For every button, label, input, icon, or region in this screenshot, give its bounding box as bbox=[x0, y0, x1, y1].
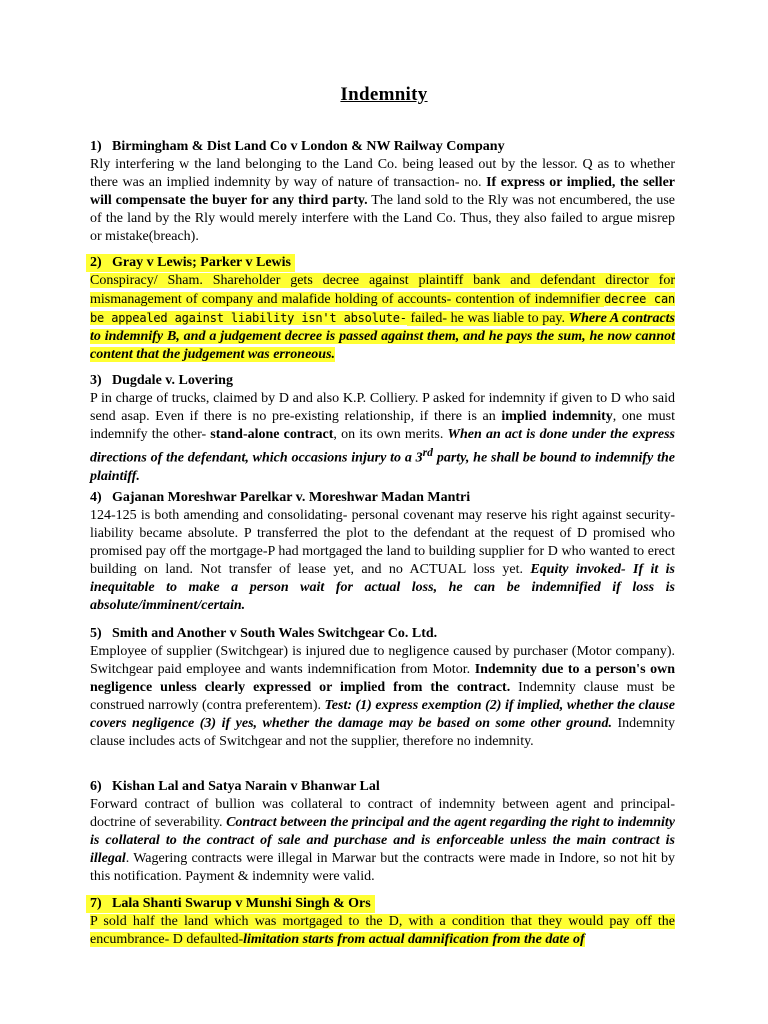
case-heading bbox=[90, 778, 675, 796]
body-text: Conspiracy/ Sham. Shareholder gets decree against plaintiff bank and defendant director for mismanagement of company and malafide holding of accounts- contention of indemnifier bbox=[90, 273, 675, 307]
case-body bbox=[90, 507, 675, 615]
body-bold: Indemnity due to a person's own negligence unless clearly expressed or implied from the contract. bbox=[90, 662, 675, 695]
body-text: P sold half the land which was mortgaged to the D, with a condition that they would pay off the encumbrance- D defaulted- bbox=[90, 914, 675, 947]
case-7 bbox=[90, 895, 675, 949]
case-body bbox=[90, 796, 675, 886]
case-body bbox=[90, 913, 675, 949]
page-title: Indemnity bbox=[340, 84, 428, 105]
body-text: Rly interfering w the land belonging to the Land Co. being leased out by the lessor. Q as to whether there was an implied indemnity by way of nature of transaction- no. bbox=[90, 157, 675, 190]
body-text: Forward contract of bullion was collateral to contract of indemnity between agent and principal- doctrine of severability. bbox=[90, 797, 675, 830]
body-bold-italic: Equity invoked- If it is inequitable to make a person wait for actual loss, he can be indemnified if loss is absolute/imminent/certain. bbox=[90, 562, 675, 613]
case-heading bbox=[90, 372, 675, 390]
case-heading bbox=[90, 895, 675, 913]
body-text: P in charge of trucks, claimed by D and also K.P. Colliery. P asked for indemnity if given to D who said send asap. Even if there is no pre-existing relationship, if there is an bbox=[90, 391, 675, 424]
body-bold: stand-alone contract bbox=[210, 427, 334, 442]
case-number: 1) bbox=[90, 139, 102, 154]
body-text: , one must indemnify the other- bbox=[90, 409, 675, 442]
case-name: Lala Shanti Swarup v Munshi Singh & Ors bbox=[112, 896, 371, 911]
case-heading bbox=[90, 489, 675, 507]
case-heading bbox=[90, 625, 675, 643]
case-body bbox=[90, 390, 675, 486]
case-1 bbox=[90, 138, 675, 246]
body-text: Employee of supplier (Switchgear) is injured due to negligence caused by purchaser (Motor company). Switchgear paid employee and wants indemnification from Motor. bbox=[90, 644, 675, 677]
body-text: Indemnity clause must be construed narrowly (contra preferentem). bbox=[90, 680, 675, 713]
case-5 bbox=[90, 625, 675, 751]
body-mono-text: decree can be appealed against liability isn't absolute- bbox=[90, 292, 675, 325]
case-body bbox=[90, 272, 675, 364]
body-text: Indemnity clause includes acts of Switchgear and not the supplier, therefore no indemnity. bbox=[90, 716, 676, 749]
body-bold: If express or implied, the seller will compensate the buyer for any third party. bbox=[90, 175, 675, 208]
case-name: Gray v Lewis; Parker v Lewis bbox=[112, 255, 291, 270]
body-bold: implied indemnity bbox=[501, 409, 613, 424]
case-3 bbox=[90, 372, 675, 486]
case-2 bbox=[90, 254, 675, 364]
body-text: failed- he was liable to pay. bbox=[406, 311, 569, 326]
case-name: Smith and Another v South Wales Switchgear Co. Ltd. bbox=[112, 626, 438, 641]
case-6 bbox=[90, 778, 675, 886]
case-number: 7) bbox=[90, 896, 102, 911]
case-body bbox=[90, 156, 675, 246]
case-number: 4) bbox=[90, 490, 102, 505]
case-heading bbox=[90, 254, 675, 272]
body-bold-italic: Test: (1) express exemption (2) if implied, whether the clause covers negligence (3) if yes, whether the damage may be based on some other ground. bbox=[90, 698, 676, 731]
case-4 bbox=[90, 489, 675, 615]
case-name: Dugdale v. Lovering bbox=[112, 373, 233, 388]
case-name: Gajanan Moreshwar Parelkar v. Moreshwar Madan Mantri bbox=[112, 490, 471, 505]
body-bold-italic: party, he shall be bound to indemnify the plaintiff. bbox=[90, 450, 675, 484]
body-bold-italic: Where A contracts to indemnify B, and a judgement decree is passed against them, and he pays the sum, he now cannot content that the judgement was erroneous. bbox=[90, 311, 676, 362]
case-number: 6) bbox=[90, 779, 102, 794]
case-number: 3) bbox=[90, 373, 102, 388]
body-text: , on its own merits. bbox=[333, 427, 448, 442]
body-bold-italic: When an act is done under the express directions of the defendant, which occasions injury to a 3 bbox=[90, 427, 675, 466]
body-bold-italic: limitation starts from actual damnification from the date of bbox=[243, 932, 585, 947]
body-text: 124-125 is both amending and consolidating- personal covenant may reserve his right against security- liability became absolute. P transferred the plot to the defendant at the request of D promised who promised pay off the mortgage-P had mortgaged the land to building supplier for D who wanted to erect building on land. Not transfer of lease yet, and no ACTUAL loss yet. bbox=[90, 508, 675, 577]
case-name: Birmingham & Dist Land Co v London & NW Railway Company bbox=[112, 139, 505, 154]
case-heading bbox=[90, 138, 675, 156]
body-text: The land sold to the Rly was not encumbered, the use of the land by the Rly would merely interfere with the Land Co. Thus, they also failed to argue misrep or mistake(breach). bbox=[90, 193, 676, 244]
superscript: rd bbox=[422, 446, 434, 459]
case-number: 5) bbox=[90, 626, 102, 641]
case-name: Kishan Lal and Satya Narain v Bhanwar Lal bbox=[112, 779, 380, 794]
case-number: 2) bbox=[90, 255, 102, 270]
body-bold-italic: Contract between the principal and the agent regarding the right to indemnity is collateral to the contract of sale and purchase and is enforceable unless the main contract is illegal bbox=[90, 815, 675, 866]
body-text: . Wagering contracts were illegal in Marwar but the contracts were made in Indore, so not hit by this notification. Payment & indemnity were valid. bbox=[90, 851, 675, 884]
case-body bbox=[90, 643, 675, 751]
